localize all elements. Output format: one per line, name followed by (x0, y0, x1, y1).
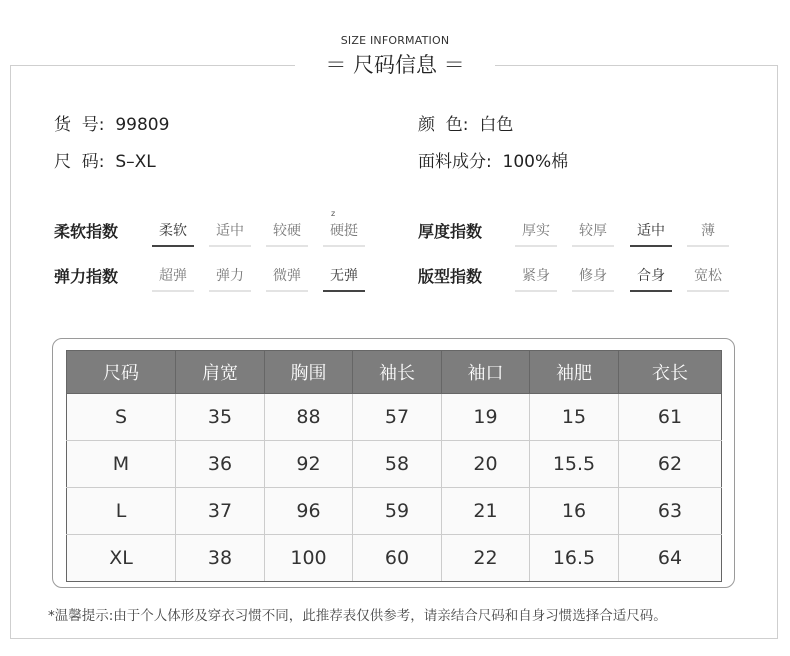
fit-label: 版型指数 (418, 267, 483, 286)
table-cell: 100 (265, 535, 353, 582)
softness-label: 柔软指数 (54, 222, 119, 241)
column-header: 肩宽 (176, 351, 265, 394)
softness-option-1: 柔软 (152, 220, 194, 247)
table-cell: M (67, 441, 176, 488)
header-cn-title: ＝ 尺码信息 ＝ (295, 51, 495, 79)
softness-option-3: 较硬 (266, 220, 308, 247)
fit-option-1: 紧身 (515, 265, 557, 292)
table-cell: 36 (176, 441, 265, 488)
item-number: 货 号: 99809 (54, 115, 170, 135)
fit-option-2: 修身 (572, 265, 614, 292)
elasticity-option-3: 微弹 (266, 265, 308, 292)
table-row (67, 394, 722, 441)
table-cell: 16.5 (530, 535, 619, 582)
elasticity-label: 弹力指数 (54, 267, 119, 286)
table-cell: 64 (619, 535, 722, 582)
table-cell: 61 (619, 394, 722, 441)
table-cell: 59 (353, 488, 442, 535)
table-row (67, 488, 722, 535)
table-cell: 20 (442, 441, 530, 488)
table-cell: 37 (176, 488, 265, 535)
elasticity-option-1: 超弹 (152, 265, 194, 292)
fabric-info: 面料成分: 100%棉 (418, 152, 569, 172)
column-header: 尺码 (67, 351, 176, 394)
table-cell: 58 (353, 441, 442, 488)
column-header: 胸围 (265, 351, 353, 394)
table-cell: 35 (176, 394, 265, 441)
table-cell: 22 (442, 535, 530, 582)
table-cell: S (67, 394, 176, 441)
elasticity-option-2: 弹力 (209, 265, 251, 292)
thickness-option-4: 薄 (687, 220, 729, 247)
thickness-option-3: 适中 (630, 220, 672, 247)
table-cell: 92 (265, 441, 353, 488)
table-cell: XL (67, 535, 176, 582)
table-cell: 62 (619, 441, 722, 488)
softness-option-2: 适中 (209, 220, 251, 247)
size-table (66, 350, 722, 582)
table-row (67, 535, 722, 582)
column-header: 袖口 (442, 351, 530, 394)
column-header: 衣长 (619, 351, 722, 394)
softness-option-4: 硬挺 (323, 220, 365, 247)
fit-option-3: 合身 (630, 265, 672, 292)
fit-option-4: 宽松 (687, 265, 729, 292)
table-cell: 57 (353, 394, 442, 441)
thickness-label: 厚度指数 (418, 222, 483, 241)
thickness-option-1: 厚实 (515, 220, 557, 247)
table-cell: 88 (265, 394, 353, 441)
table-cell: 15.5 (530, 441, 619, 488)
size-range: 尺 码: S–XL (54, 152, 156, 172)
indicator-mark: z (331, 209, 336, 218)
thickness-option-2: 较厚 (572, 220, 614, 247)
table-cell: 96 (265, 488, 353, 535)
column-header: 袖肥 (530, 351, 619, 394)
table-cell: 38 (176, 535, 265, 582)
table-cell: 15 (530, 394, 619, 441)
column-header: 袖长 (353, 351, 442, 394)
header-en-title: SIZE INFORMATION (340, 34, 450, 47)
table-cell: L (67, 488, 176, 535)
elasticity-option-4: 无弹 (323, 265, 365, 292)
reminder-note: *温馨提示:由于个人体形及穿衣习惯不同，此推荐表仅供参考，请亲结合尺码和自身习惯选择合适尺码。 (48, 608, 667, 624)
table-cell: 63 (619, 488, 722, 535)
table-row (67, 441, 722, 488)
table-header-row (67, 351, 722, 394)
table-cell: 19 (442, 394, 530, 441)
color-info: 颜 色: 白色 (418, 115, 514, 135)
table-cell: 16 (530, 488, 619, 535)
table-cell: 21 (442, 488, 530, 535)
table-cell: 60 (353, 535, 442, 582)
